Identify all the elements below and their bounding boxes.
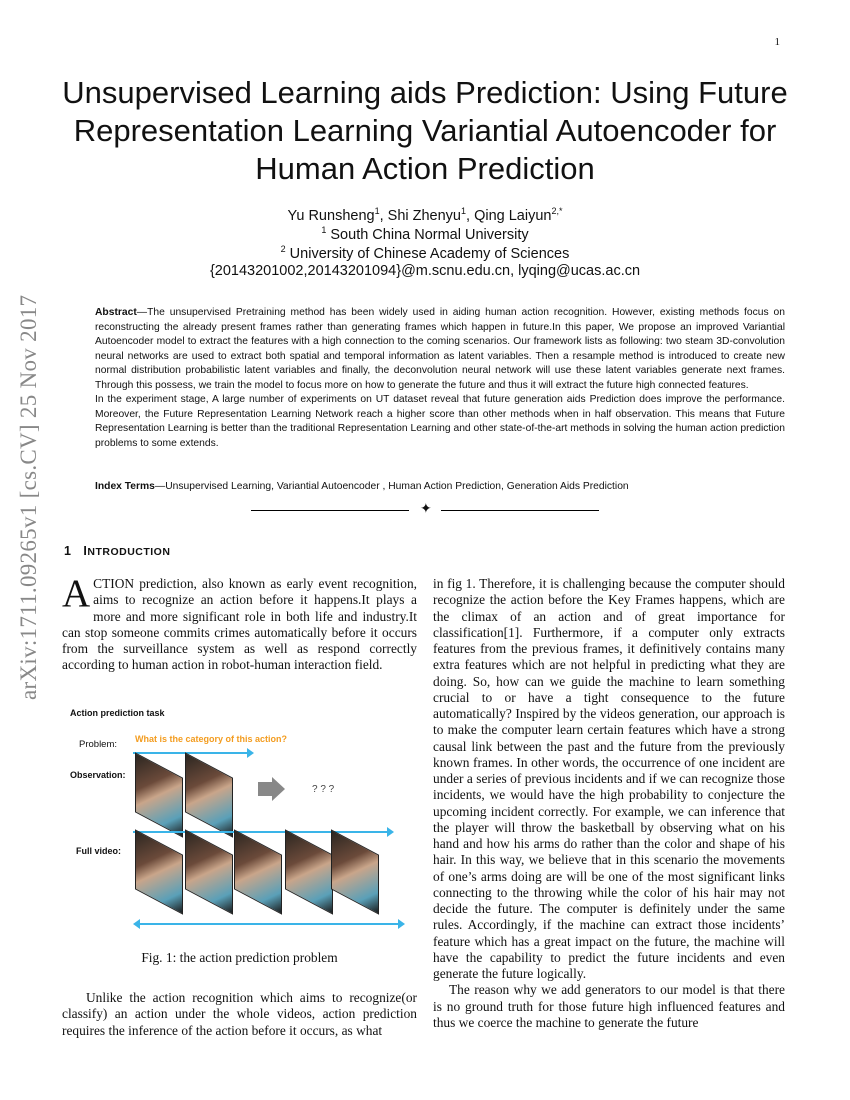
affil-mark: 2,* <box>551 206 563 216</box>
abstract-label: Abstract <box>95 307 137 318</box>
divider-line <box>251 510 409 511</box>
problem-label: Problem: <box>79 739 118 750</box>
affil-mark: 1 <box>321 225 327 235</box>
video-frame <box>331 829 379 915</box>
observation-arrow <box>133 752 248 754</box>
paragraph-text: in fig 1. Therefore, it is challenging because the computer should recognize the action before the Key Frames happens, which are the climax of an action and of great importance for classification[1]. Furthermore, if a computer only extracts features from the previous frames, it definitively contains many extra features which are not helpful in predicting what they are doing. So, how can we guide the machine to learn something crucial to or have a tight consequence to the future automatically? Inspired by the videos generation, our approach is to make the computer learn certain features which have a strong causal link between the past and the future from the previously known frames. In other words, the occurrence of one incident are under a series of previous incidents and if we can recognize those incidents, we would have the high probability to conjecture the upcoming incident correctly. For example, we can inference that the player will throw the basketball by observing what on his hand and how his arms do rather than the color and shape of his hair. In this way, we believe that in this scenario the movements of one’s arms doing are will be one of the most significant links connecting to the throwing while the color of his hair may not decide the future. The computer is definitely under the same rules. Accordingly, if the machine can extract those incidents’ feature which has a great impact on the future, the machine will have the capability to predict the future incidents and even generate the future logically. <box>433 576 785 981</box>
paragraph-text: The reason why we add generators to our model is that there is no ground truth for those future high influenced features and thus we coerce the machine to generate the future <box>433 982 785 1030</box>
section-number: 1 <box>64 544 72 558</box>
right-column <box>433 576 785 1031</box>
section-title: NTRODUCTION <box>87 546 171 558</box>
figure-1 <box>62 700 422 935</box>
author: , Shi Zhenyu <box>379 207 462 224</box>
drop-cap: A <box>62 572 91 615</box>
video-frame <box>135 829 183 915</box>
index-terms-text: —Unsupervised Learning, Variantial Autoencoder , Human Action Prediction, Generation Aids Prediction <box>154 481 629 492</box>
affiliation-text: University of Chinese Academy of Sciences <box>285 245 570 262</box>
affil-mark: 1 <box>374 206 380 216</box>
paragraph-text: CTION prediction, also known as early event recognition, aims to recognize an action before it happens.It plays a more and more significant role in both life and industry.It can stop someone commits crimes automatically before it occurs from the surveillance system as well as respond correctly according to human action in robot-human interaction field. <box>62 576 417 673</box>
affil-mark: 1 <box>461 206 467 216</box>
arxiv-stamp: arXiv:1711.09265v1 [cs.CV] 25 Nov 2017 <box>16 294 41 700</box>
observation-label: Observation: <box>70 770 126 780</box>
video-frame <box>285 829 333 915</box>
full-video-arrow <box>133 831 388 833</box>
divider-line <box>441 510 599 511</box>
intro-paragraph <box>62 572 417 674</box>
index-terms <box>95 481 629 492</box>
arrow-right-icon <box>258 782 272 796</box>
intro-paragraph <box>62 990 417 1039</box>
video-frame <box>185 752 233 838</box>
figure-heading: Action prediction task <box>70 708 165 718</box>
paragraph-text: Unlike the action recognition which aims to recognize(or classify) an action under the whole videos, action prediction requires the inference of the action before it occurs, as what <box>62 990 417 1038</box>
video-frame <box>135 752 183 838</box>
affiliation-1 <box>60 225 790 243</box>
double-arrow <box>139 923 399 925</box>
divider-ornament-icon: ✦ <box>420 502 432 517</box>
affiliation-2 <box>60 244 790 262</box>
affil-mark: 2 <box>280 244 286 254</box>
author: Yu Runsheng <box>287 207 375 224</box>
video-frame <box>185 829 233 915</box>
index-terms-label: Index Terms <box>95 481 155 492</box>
affiliation-text: South China Normal University <box>326 226 529 243</box>
figure-caption: Fig. 1: the action prediction problem <box>141 950 338 965</box>
abstract <box>95 306 785 451</box>
author-emails: {20143201002,20143201094}@m.scnu.edu.cn, lyqing@ucas.ac.cn <box>209 263 641 279</box>
abstract-text: —The unsupervised Pretraining method has been widely used in aiding human action recognition. However, existing methods focus on reconstructing the already present frames rather than generating frames which happen in future.In this paper, We propose an improved Variantial Autoencoder model to extract the features with a high connection to the coming scenarios. Our framework lists as following: two steam 3D-convolution neural networks are used to extract both spatial and temporal information as latent variables. Then a resample method is introduced to create new normal distribution probabilistic latent variables and finally, the deconvolution neural network will use these latent variables generate next frames. Through this possess, we train the model to focus more on how to generate the future and thus it will extract the future high connected features. <box>95 307 785 391</box>
author: , Qing Laiyun <box>466 207 552 224</box>
section-heading <box>64 544 170 558</box>
video-frame <box>234 829 282 915</box>
author-list <box>60 206 790 224</box>
full-video-label: Full video: <box>76 846 121 856</box>
question-text: What is the category of this action? <box>135 734 288 744</box>
unknown-marks: ? ? ? <box>312 784 335 795</box>
abstract-text: In the experiment stage, A large number of experiments on UT dataset reveal that future generation aids Prediction does improve the performance. Moreover, the Future Representation Learning Network reach a higher score than other methods when in half observation. This means that Future Representation Learning is better than the traditional Representation Learning and other state-of-the-art methods in solving the human action prediction problems to some extends. <box>95 394 785 449</box>
arrow-right-icon-head <box>272 777 285 801</box>
section-title: I <box>83 544 88 558</box>
paper-title: Unsupervised Learning aids Prediction: Using Future Representation Learning Variantial Autoencoder for Human Action Prediction <box>62 75 788 186</box>
page-number: 1 <box>774 36 780 48</box>
